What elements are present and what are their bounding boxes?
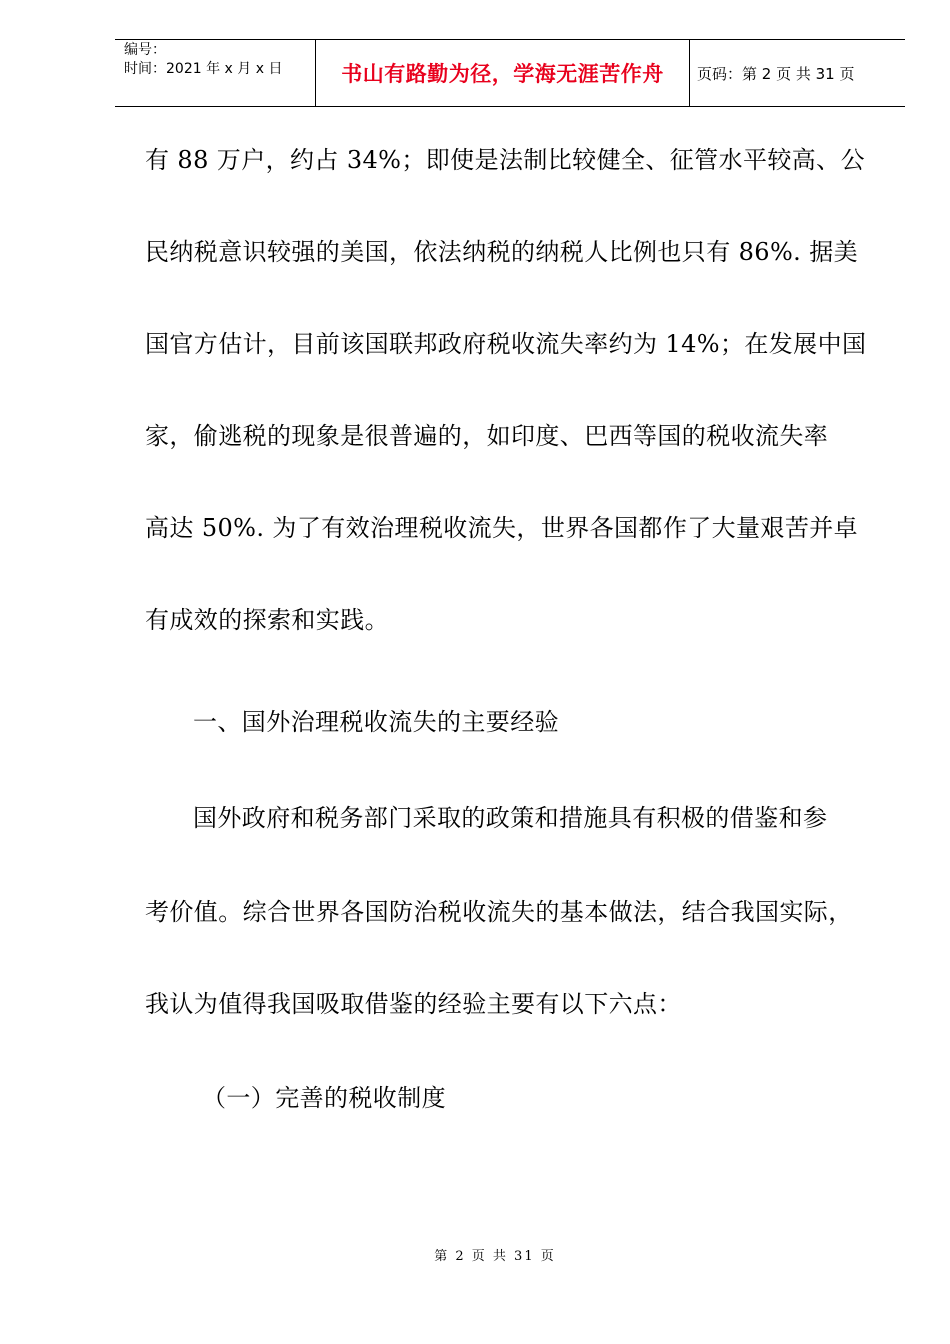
body-line: 考价值。综合世界各国防治税收流失的基本做法，结合我国实际， bbox=[145, 898, 853, 926]
body-line: 有成效的探索和实践。 bbox=[145, 606, 389, 634]
header-page-info: 页码：第 2 页 共 31 页 bbox=[697, 64, 855, 83]
body-line: 有 88 万户，约占 34%；即使是法制比较健全、征管水平较高、公 bbox=[145, 146, 865, 174]
body-line: 国外政府和税务部门采取的政策和措施具有积极的借鉴和参 bbox=[193, 804, 828, 832]
body-line: 我认为值得我国吸取借鉴的经验主要有以下六点： bbox=[145, 990, 682, 1018]
page-footer: 第 2 页 共 31 页 bbox=[434, 1249, 556, 1264]
body-line: 高达 50%. 为了有效治理税收流失，世界各国都作了大量艰苦并卓 bbox=[145, 514, 859, 542]
section-heading: 一、国外治理税收流失的主要经验 bbox=[193, 708, 559, 736]
header-motto: 书山有路勤为径，学海无涯苦作舟 bbox=[316, 40, 690, 106]
body-line: 国官方估计，目前该国联邦政府税收流失率约为 14%；在发展中国 bbox=[145, 330, 867, 358]
subsection-heading: （一）完善的税收制度 bbox=[202, 1084, 446, 1112]
header-number: 编号： bbox=[124, 42, 166, 58]
page-header bbox=[115, 39, 905, 107]
body-line: 家，偷逃税的现象是很普遍的，如印度、巴西等国的税收流失率 bbox=[145, 422, 829, 450]
body-line: 民纳税意识较强的美国，依法纳税的纳税人比例也只有 86%. 据美 bbox=[145, 238, 859, 266]
header-time: 时间：2021 年 x 月 x 日 bbox=[124, 61, 283, 77]
header-meta bbox=[115, 40, 316, 106]
